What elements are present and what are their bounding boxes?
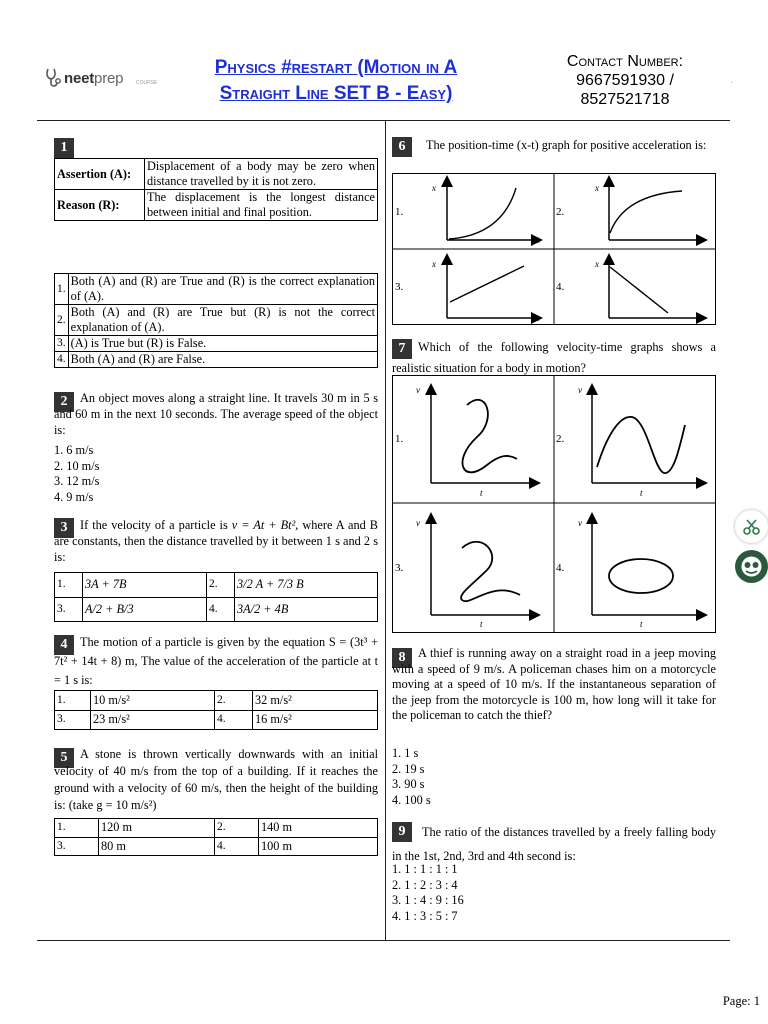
- contact-phone-2: 8527521718: [580, 91, 670, 108]
- q3-option-3[interactable]: A/2 + B/3: [83, 597, 207, 622]
- q4-text: The motion of a particle is given by the equation S = (3t³ + 7t² + 14t + 8) m, The value of the acceleration of the particle at t = 1 s is:: [54, 635, 378, 687]
- q6-axis-y-3: x: [432, 259, 436, 269]
- q6-label-4: 4.: [556, 281, 565, 293]
- contact-phone-1: 9667591930 /: [576, 72, 674, 89]
- question-number-4: 4: [54, 635, 74, 655]
- q9-options: [392, 862, 464, 924]
- q7-axis-x-4: t: [640, 619, 643, 629]
- dot-mark: ·: [730, 78, 734, 89]
- q7-graph-4[interactable]: [592, 518, 702, 615]
- q7-graph-grid: [392, 375, 716, 633]
- q1-option-2[interactable]: Both (A) and (R) are True but (R) is not the correct explanation of (A).: [68, 305, 377, 336]
- q6-label-2: 2.: [556, 206, 565, 218]
- q7-graph-3[interactable]: [431, 518, 535, 615]
- q2-option-2[interactable]: 2. 10 m/s: [54, 458, 100, 473]
- q7-axis-x-1: t: [480, 488, 483, 498]
- q4-option-3[interactable]: 23 m/s²: [91, 710, 215, 730]
- q9-text: The ratio of the distances travelled by a freely falling body in the 1st, 2nd, 3rd and 4th second is:: [392, 825, 716, 863]
- q3-options-table: 1. 3A + 7B 2. 3/2 A + 7/3 B 3. A/2 + B/3 4. 3A/2 + 4B: [54, 572, 378, 622]
- q6-graph-grid: [392, 173, 716, 325]
- q2-text: An object moves along a straight line. It travels 30 m in 5 s and 60 m in the next 10 seconds. The average speed of the object is:: [54, 391, 378, 437]
- q2-option-1[interactable]: 1. 6 m/s: [54, 443, 94, 457]
- q7-label-3: 3.: [395, 562, 404, 574]
- logo-subtext: COURSE: [136, 80, 158, 86]
- q6-axis-y-2: x: [595, 183, 599, 193]
- q7-axis-y-3: v: [416, 518, 420, 528]
- question-number-6: 6: [392, 137, 412, 157]
- q7-graph-1[interactable]: [431, 389, 535, 483]
- page-title: Physics #restart (Motion in A Straight Line SET B - Easy): [214, 57, 458, 104]
- question-number-5: 5: [54, 748, 74, 768]
- q6-axis-x-1: t: [537, 235, 540, 245]
- q5-option-2[interactable]: 140 m: [259, 819, 378, 838]
- q7-axis-y-4: v: [578, 518, 582, 528]
- q6-label-3: 3.: [395, 281, 404, 293]
- q6-axis-x-3: t: [537, 313, 540, 323]
- q8-option-4[interactable]: 4. 100 s: [392, 792, 431, 807]
- q8-option-1[interactable]: 1. 1 s: [392, 746, 419, 760]
- question-number-8: 8: [392, 648, 412, 668]
- page-number: Page: 1: [722, 994, 760, 1008]
- q3-option-4[interactable]: 3A/2 + 4B: [235, 597, 378, 622]
- q6-graph-4[interactable]: [609, 259, 702, 318]
- q5-text: A stone is thrown vertically downwards with an initial velocity of 40 m/s from the top of a building. If it reaches the ground with a velocity of 60 m/s, then the height of the building is: (take g = 10 m/s²): [54, 747, 378, 812]
- q8-text: A thief is running away on a straight road in a jeep moving with a speed of 9 m/s. A policeman chases him on a motorcycle moving at a speed of 10 m/s. If the instantaneous separation of the jeep from the motorcycle is 100 m, how long will it take for the policeman to catch the thief?: [392, 646, 716, 722]
- logo: [44, 66, 158, 90]
- q3-equation: v = At + Bt²: [231, 518, 296, 532]
- q2-options: [54, 443, 99, 505]
- q1-options-table: 1. Both (A) and (R) are True and (R) is the correct explanation of (A). 2. Both (A) and (R) are True but (R) is not the correct explanation of (A). 3. (A) is True but (R) is False. 4. Both (A) and (R) are False.: [54, 273, 378, 368]
- q6-axis-y-4: x: [595, 259, 599, 269]
- footer-divider: [37, 940, 730, 941]
- stethoscope-icon: [44, 66, 64, 90]
- q7-label-4: 4.: [556, 562, 565, 574]
- q5-option-3[interactable]: 80 m: [99, 837, 215, 856]
- q4-option-2[interactable]: 32 m/s²: [253, 691, 378, 711]
- question-number-2: 2: [54, 392, 74, 412]
- q6-axis-x-4: t: [700, 313, 703, 323]
- q7-axis-x-2: t: [640, 488, 643, 498]
- assertion-text: Displacement of a body may be zero when distance travelled by it is not zero.: [145, 159, 378, 190]
- reason-label: Reason (R):: [55, 190, 145, 221]
- assertion-label: Assertion (A):: [55, 159, 145, 190]
- q7-text: Which of the following velocity-time graphs shows a realistic situation for a body in motion?: [392, 340, 716, 375]
- q9-option-4[interactable]: 4. 1 : 3 : 5 : 7: [392, 908, 458, 923]
- q3-text: If the velocity of a particle is v = At + Bt², where A and B are constants, then the distance travelled by it between 1 s and 2 s is:: [54, 518, 379, 564]
- q3-option-2[interactable]: 3/2 A + 7/3 B: [235, 573, 378, 598]
- reason-text: The displacement is the longest distance between initial and final position.: [145, 190, 378, 221]
- q5-options-table: 1. 120 m 2. 140 m 3. 80 m 4. 100 m: [54, 818, 378, 856]
- question-number-3: 3: [54, 518, 74, 538]
- q1-option-3[interactable]: (A) is True but (R) is False.: [68, 336, 377, 352]
- q7-graph-2[interactable]: [592, 389, 702, 483]
- q5-option-4[interactable]: 100 m: [259, 837, 378, 856]
- q5-option-1[interactable]: 120 m: [99, 819, 215, 838]
- assertion-reason-table: [54, 158, 378, 221]
- q6-axis-y-1: x: [432, 183, 436, 193]
- q6-graph-2[interactable]: [609, 181, 702, 240]
- logo-text: neetprep: [64, 69, 124, 87]
- q1-option-4[interactable]: Both (A) and (R) are False.: [68, 352, 377, 368]
- q6-graph-3[interactable]: [447, 259, 537, 318]
- q9-option-1[interactable]: 1. 1 : 1 : 1 : 1: [392, 862, 458, 876]
- owl-button[interactable]: [735, 550, 768, 583]
- q9-option-2[interactable]: 2. 1 : 2 : 3 : 4: [392, 877, 458, 892]
- q7-axis-x-3: t: [480, 619, 483, 629]
- q7-axis-y-1: v: [416, 385, 420, 395]
- q4-option-4[interactable]: 16 m/s²: [253, 710, 378, 730]
- q4-option-1[interactable]: 10 m/s²: [91, 691, 215, 711]
- owl-icon: [735, 550, 768, 583]
- scissors-button[interactable]: [735, 510, 768, 543]
- contact-label: Contact Number:: [566, 53, 684, 70]
- question-number-9: 9: [392, 822, 412, 842]
- column-divider: [385, 120, 386, 940]
- q3-option-1[interactable]: 3A + 7B: [83, 573, 207, 598]
- question-number-7: 7: [392, 339, 412, 359]
- q4-options-table: 1. 10 m/s² 2. 32 m/s² 3. 23 m/s² 4. 16 m/s²: [54, 690, 378, 730]
- scissors-icon: [735, 510, 768, 543]
- contact-block: [540, 52, 710, 109]
- q6-graph-1[interactable]: [447, 181, 537, 240]
- q2-option-4[interactable]: 4. 9 m/s: [54, 489, 94, 504]
- q6-axis-x-2: t: [700, 235, 703, 245]
- q8-option-3[interactable]: 3. 90 s: [392, 777, 425, 791]
- q7-label-1: 1.: [395, 433, 404, 445]
- q2-option-3[interactable]: 3. 12 m/s: [54, 474, 100, 488]
- question-number-1: 1: [54, 138, 74, 158]
- q1-option-1[interactable]: Both (A) and (R) are True and (R) is the correct explanation of (A).: [68, 274, 377, 305]
- q7-axis-y-2: v: [578, 385, 582, 395]
- header-divider: [37, 120, 730, 121]
- q8-option-2[interactable]: 2. 19 s: [392, 761, 425, 776]
- q7-label-2: 2.: [556, 433, 565, 445]
- q6-text: The position-time (x-t) graph for positive acceleration is:: [426, 138, 707, 152]
- q9-option-3[interactable]: 3. 1 : 4 : 9 : 16: [392, 893, 464, 907]
- q8-options: [392, 746, 431, 808]
- q6-label-1: 1.: [395, 206, 404, 218]
